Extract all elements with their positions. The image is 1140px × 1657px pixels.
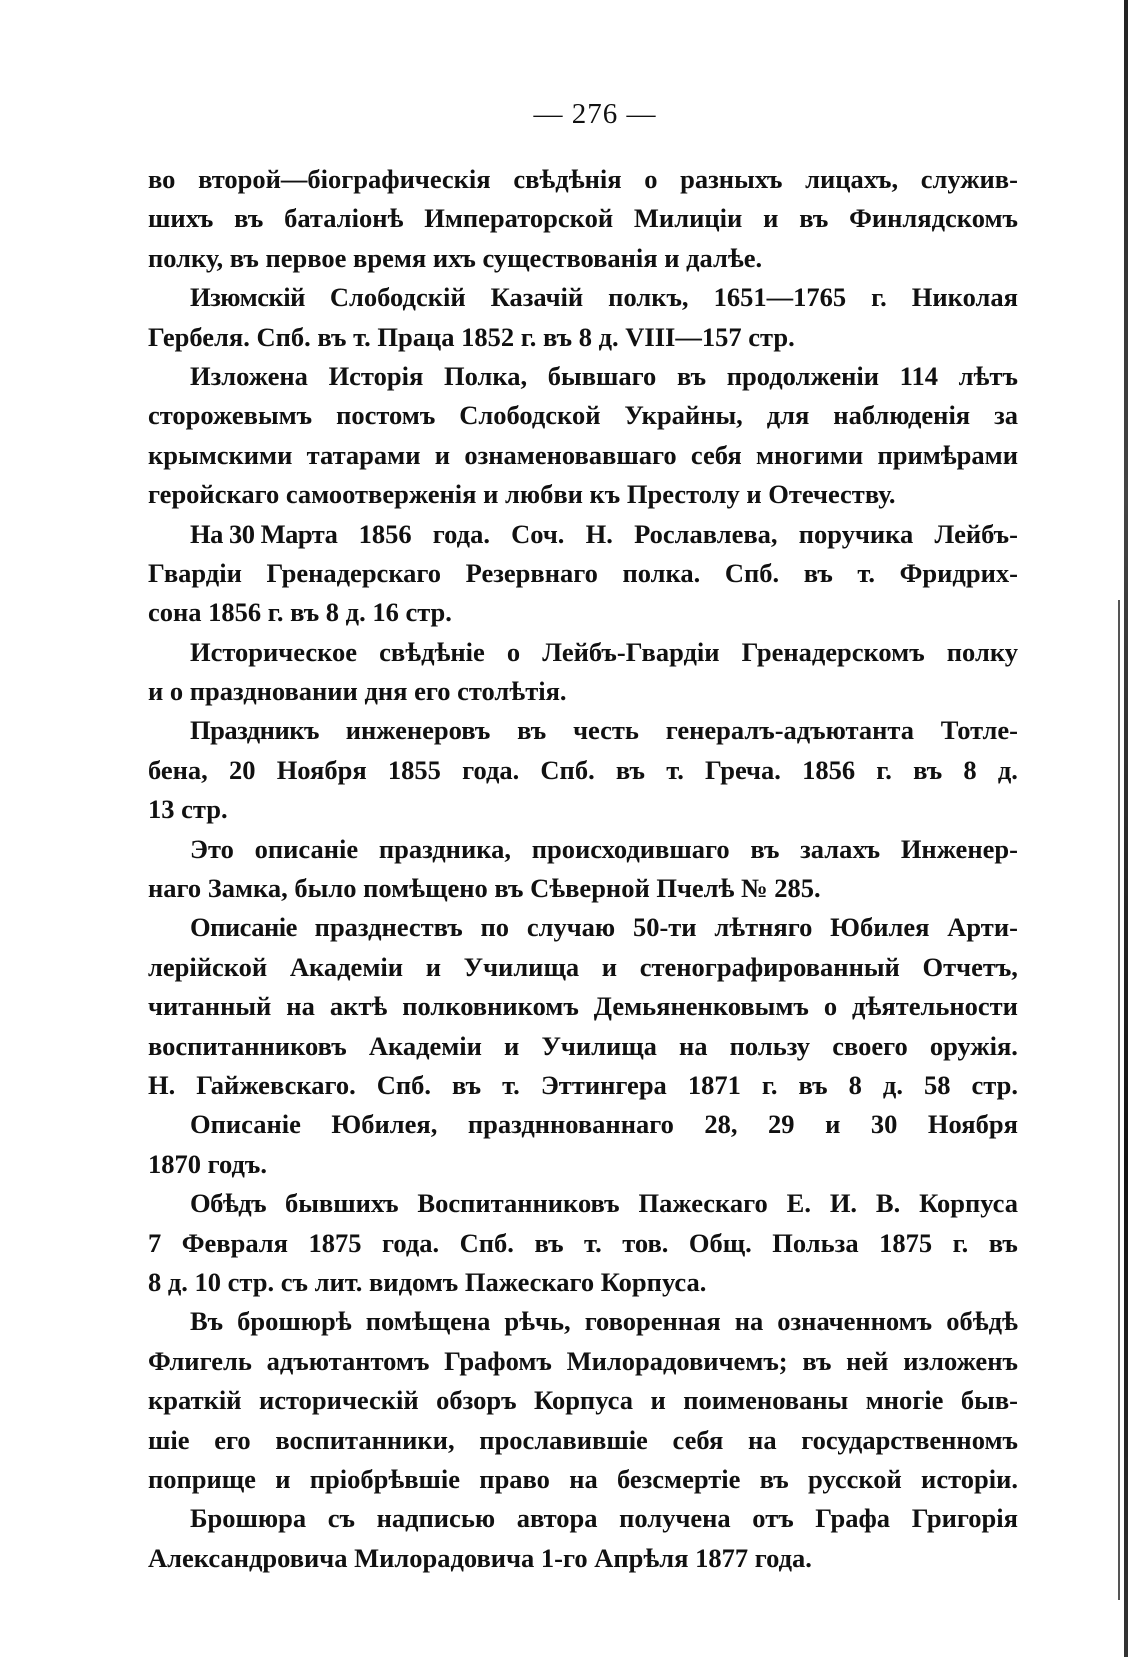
- text-line: шихъ въ баталіонѣ Императорской Милиціи и въ Финлядскомъ: [148, 203, 1018, 234]
- entry-heading: На 30 Марта: [190, 518, 338, 549]
- text-line: 7 Февраля 1875 года. Спб. въ т. тов. Общ. Польза 1875 г. въ: [148, 1227, 1018, 1258]
- text-line: 8 д. 10 стр. съ лит. видомъ Пажескаго Корпуса.: [148, 1266, 707, 1297]
- text-line: лерійской Академіи и Училища и стенографированный Отчетъ,: [148, 951, 1018, 982]
- text-line: полку, въ первое время ихъ существованія и далѣе.: [148, 242, 763, 273]
- text-line: геройскаго самоотверженія и любви къ Престолу и Отечеству.: [148, 479, 896, 510]
- page-edge-line: [1118, 600, 1120, 1600]
- text-line: шіе его воспитанники, прославившіе себя на государственномъ: [148, 1424, 1018, 1455]
- text-line: крымскими татарами и ознаменовавшаго себя многими примѣрами: [148, 439, 1018, 470]
- text-line: бена, 20 Ноября 1855 года. Спб. въ т. Греча. 1856 г. въ 8 д.: [148, 754, 1018, 785]
- text-line: Изложена Исторія Полка, бывшаго въ продолженіи 114 лѣтъ: [190, 360, 1018, 391]
- text-line: Изюмскій Слободскій Казачій полкъ, 1651—1765 г. Николая: [148, 278, 1018, 317]
- text-line: сторожевымъ постомъ Слободской Украйны, для наблюденія за: [148, 400, 1018, 431]
- text-line: Брошюра съ надписью автора получена отъ Графа Григорія: [190, 1503, 1018, 1534]
- text-line: во второй—біографическія свѣдѣнія о разныхъ лицахъ, служив-: [148, 164, 1018, 194]
- text-line: Флигель адъютантомъ Графомъ Милорадовичемъ; въ ней изложенъ: [148, 1345, 1018, 1376]
- text-line: читанный на актѣ полковникомъ Демьяненковымъ о дѣятельности: [148, 991, 1018, 1022]
- text-line: воспитанниковъ Академіи и Училища на пользу своего оружія.: [148, 1030, 1018, 1061]
- text-line: и о праздновании дня его столѣтія.: [148, 676, 567, 707]
- text-line: Описаніе празднествъ по случаю 50-ти лѣтняго Юбилея Арти-: [148, 908, 1018, 947]
- page-edge-shadow: [1124, 0, 1128, 1657]
- entry-heading: Обѣдъ: [190, 1188, 267, 1219]
- text-line: 13 стр.: [148, 794, 228, 825]
- text-line: На 30 Марта 1856 года. Соч. Н. Рославлева, поручика Лейбъ-: [148, 515, 1018, 554]
- text-line: Историческое свѣдѣніе о Лейбъ-Гвардіи Гренадерскомъ полку: [190, 636, 1018, 667]
- text-line: сона 1856 г. въ 8 д. 16 стр.: [148, 597, 452, 628]
- text-line: Гвардіи Гренадерскаго Резервнаго полка. Спб. въ т. Фридрих-: [148, 557, 1018, 588]
- entry-heading: Описаніе: [190, 912, 297, 943]
- text-line: Въ брошюрѣ помѣщена рѣчь, говоренная на означенномъ обѣдѣ: [190, 1306, 1018, 1337]
- text-line: поприще и пріобрѣвшіе право на безсмертіе въ русской исторіи.: [148, 1463, 1018, 1494]
- text-line: Праздникъ инженеровъ въ честь генералъ-адъютанта Тотле-: [148, 711, 1018, 750]
- text-line: 1870 годъ.: [148, 1148, 267, 1179]
- text-line: Описаніе Юбилея, праздннованнаго 28, 29 и 30 Ноября: [190, 1109, 1018, 1140]
- text-line: Это описаніе праздника, происходившаго въ залахъ Инженер-: [190, 833, 1018, 864]
- body-text: [148, 160, 1018, 1578]
- entry-heading: Изюмскій: [190, 282, 305, 313]
- text-line: Гербеля. Спб. въ т. Праца 1852 г. въ 8 д. VIII—157 стр.: [148, 321, 795, 352]
- text-line: Обѣдъ бывшихъ Воспитанниковъ Пажескаго Е. И. В. Корпуса: [148, 1184, 1018, 1223]
- text-line: краткій историческій обзоръ Корпуса и поименованы многіе быв-: [148, 1385, 1018, 1416]
- text-line: наго Замка, было помѣщено въ Сѣверной Пчелѣ № 285.: [148, 873, 821, 904]
- entry-heading: Праздникъ: [190, 715, 319, 746]
- text-line: Н. Гайжевскаго. Спб. въ т. Эттингера 1871 г. въ 8 д. 58 стр.: [148, 1069, 1018, 1100]
- page-number: — 276 —: [533, 98, 657, 130]
- text-line: Александровича Милорадовича 1-го Апрѣля 1877 года.: [148, 1542, 812, 1573]
